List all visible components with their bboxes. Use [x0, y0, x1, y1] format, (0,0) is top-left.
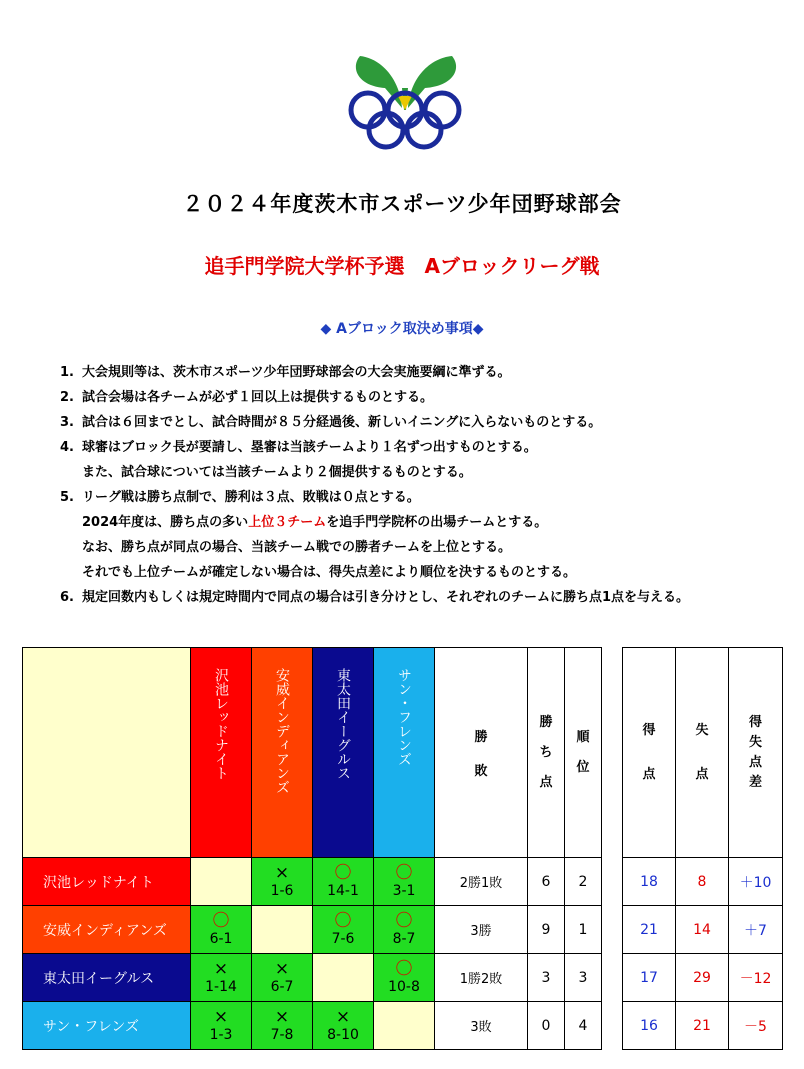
- score-row: [623, 954, 783, 1002]
- page-subtitle: 追手門学院大学杯予選 Aブロックリーグ戦: [204, 254, 600, 278]
- table-row: [23, 954, 602, 1002]
- match-score: 1-14: [205, 978, 237, 995]
- record-header: 勝 敗: [435, 648, 528, 858]
- rule-number: 5.: [60, 490, 74, 505]
- table-row: [23, 1002, 602, 1050]
- allowed-header: 失 点: [676, 648, 729, 858]
- match-result-cell: [191, 1002, 252, 1050]
- point-differential: ＋7: [729, 906, 783, 954]
- match-result-cell: [191, 906, 252, 954]
- win-mark: 〇: [334, 862, 352, 883]
- page-title: ２０２４年度茨木市スポーツ少年団野球部会: [182, 192, 622, 216]
- rules-list: [60, 360, 780, 610]
- table-row: [23, 906, 602, 954]
- rule-continuation: [60, 460, 780, 485]
- rule-text: リーグ戦は勝ち点制で、勝利は３点、敗戦は０点とする。: [82, 490, 420, 505]
- self-match-cell: [191, 858, 252, 906]
- rule-text: それでも上位チームが確定しない場合は、得失点差により順位を決するものとする。: [82, 565, 577, 580]
- point-differential: －5: [729, 1002, 783, 1050]
- section-heading: ◆ Aブロック取決め事項◆: [320, 321, 484, 337]
- loss-mark: ×: [213, 958, 229, 979]
- rule-text-rich: [82, 510, 547, 535]
- match-score: 10-8: [388, 978, 420, 995]
- match-result-cell: [252, 1002, 313, 1050]
- loss-mark: ×: [213, 1006, 229, 1027]
- diff-header: 得 失 点 差: [729, 648, 783, 858]
- rule-item: [60, 360, 780, 385]
- team-row-name: 安威インディアンズ: [23, 906, 191, 954]
- win-mark: 〇: [395, 862, 413, 883]
- scored-header: 得 点: [623, 648, 676, 858]
- match-result-cell: [374, 906, 435, 954]
- team-column-label: 東太田イーグルス: [335, 668, 351, 780]
- points-allowed: 21: [676, 1002, 729, 1050]
- loss-mark: ×: [335, 1006, 351, 1027]
- win-mark: 〇: [395, 910, 413, 931]
- team-row-name: サン・フレンズ: [23, 1002, 191, 1050]
- score-row: [623, 1002, 783, 1050]
- team-record: 3勝: [435, 906, 528, 954]
- team-column-header: [313, 648, 374, 858]
- rule-item: [60, 435, 780, 460]
- loss-mark: ×: [274, 862, 290, 883]
- rule-text-pre: 2024年度は、勝ち点の多い: [82, 515, 249, 530]
- team-row-name: 東太田イーグルス: [23, 954, 191, 1002]
- points-allowed: 29: [676, 954, 729, 1002]
- team-rank: 1: [565, 906, 602, 954]
- score-row: [623, 906, 783, 954]
- self-match-cell: [252, 906, 313, 954]
- rule-text: 試合会場は各チームが必ず１回以上は提供するものとする。: [82, 390, 434, 405]
- match-result-cell: [374, 954, 435, 1002]
- match-score: 7-8: [270, 1026, 294, 1043]
- team-column-header: [191, 648, 252, 858]
- rule-item: [60, 410, 780, 435]
- score-header-row: [623, 648, 783, 858]
- match-score: 6-1: [209, 930, 233, 947]
- team-record: 2勝1敗: [435, 858, 528, 906]
- rule-text: 規定回数内もしくは規定時間内で同点の場合は引き分けとし、それぞれのチームに勝ち点1点を与える。: [82, 590, 690, 605]
- points-scored: 18: [623, 858, 676, 906]
- rule-item: [60, 385, 780, 410]
- win-mark: 〇: [395, 958, 413, 979]
- self-match-cell: [374, 1002, 435, 1050]
- points-scored: 21: [623, 906, 676, 954]
- rule-text: 試合は６回までとし、試合時間が８５分経過後、新しいイニングに入らないものとする。: [82, 415, 602, 430]
- rule-text-highlight: 上位３チーム: [248, 515, 327, 530]
- team-record: 1勝2敗: [435, 954, 528, 1002]
- team-column-label: 安威インディアンズ: [274, 668, 290, 794]
- self-match-cell: [313, 954, 374, 1002]
- point-differential: ＋10: [729, 858, 783, 906]
- team-row-name: 沢池レッドナイト: [23, 858, 191, 906]
- match-score: 6-7: [270, 978, 294, 995]
- team-column-header: [252, 648, 313, 858]
- loss-mark: ×: [274, 1006, 290, 1027]
- team-rank: 4: [565, 1002, 602, 1050]
- match-result-cell: [252, 954, 313, 1002]
- team-record: 3敗: [435, 1002, 528, 1050]
- rule-item: [60, 585, 780, 610]
- point-differential: －12: [729, 954, 783, 1002]
- match-score: 3-1: [392, 882, 416, 899]
- match-score: 8-10: [327, 1026, 359, 1043]
- team-points: 0: [528, 1002, 565, 1050]
- rule-continuation: [60, 510, 780, 535]
- team-column-label: 沢池レッドナイト: [213, 668, 229, 780]
- win-mark: 〇: [212, 910, 230, 931]
- match-score: 14-1: [327, 882, 359, 899]
- match-result-cell: [313, 1002, 374, 1050]
- match-result-cell: [252, 858, 313, 906]
- team-rank: 2: [565, 858, 602, 906]
- table-row: [23, 858, 602, 906]
- score-table: [622, 647, 783, 1050]
- match-score: 1-6: [270, 882, 294, 899]
- rule-number: 4.: [60, 440, 74, 455]
- rank-header: 順 位: [565, 648, 602, 858]
- rule-continuation: [60, 535, 780, 560]
- rule-number: 2.: [60, 390, 74, 405]
- rule-text: また、試合球については当該チームより２個提供するものとする。: [82, 465, 472, 480]
- rule-text: 球審はブロック長が要請し、塁審は当該チームより１名ずつ出すものとする。: [82, 440, 537, 455]
- rule-number: 3.: [60, 415, 74, 430]
- rule-text-post: を追手門学院杯の出場チームとする。: [326, 515, 548, 530]
- team-points: 9: [528, 906, 565, 954]
- match-result-cell: [374, 858, 435, 906]
- rule-text: なお、勝ち点が同点の場合、当該チーム戦での勝者チームを上位とする。: [82, 540, 512, 555]
- rule-number: 1.: [60, 365, 74, 380]
- points-allowed: 8: [676, 858, 729, 906]
- team-rank: 3: [565, 954, 602, 1002]
- team-points: 3: [528, 954, 565, 1002]
- points-header: 勝 ち 点: [528, 648, 565, 858]
- score-row: [623, 858, 783, 906]
- sports-club-logo-icon: [340, 38, 470, 153]
- rule-item: [60, 485, 780, 510]
- match-result-cell: [313, 906, 374, 954]
- rule-number: 6.: [60, 590, 74, 605]
- match-result-cell: [191, 954, 252, 1002]
- match-result-cell: [313, 858, 374, 906]
- points-scored: 17: [623, 954, 676, 1002]
- match-score: 7-6: [331, 930, 355, 947]
- table-header-row: [23, 648, 602, 858]
- match-score: 8-7: [392, 930, 416, 947]
- team-points: 6: [528, 858, 565, 906]
- rule-text: 大会規則等は、茨木市スポーツ少年団野球部会の大会実施要綱に準ずる。: [82, 365, 511, 380]
- rule-continuation: [60, 560, 780, 585]
- win-mark: 〇: [334, 910, 352, 931]
- match-score: 1-3: [209, 1026, 233, 1043]
- team-column-header: [374, 648, 435, 858]
- points-scored: 16: [623, 1002, 676, 1050]
- loss-mark: ×: [274, 958, 290, 979]
- league-table: [22, 647, 602, 1050]
- corner-cell: [23, 648, 191, 858]
- team-column-label: サン・フレンズ: [396, 668, 412, 766]
- points-allowed: 14: [676, 906, 729, 954]
